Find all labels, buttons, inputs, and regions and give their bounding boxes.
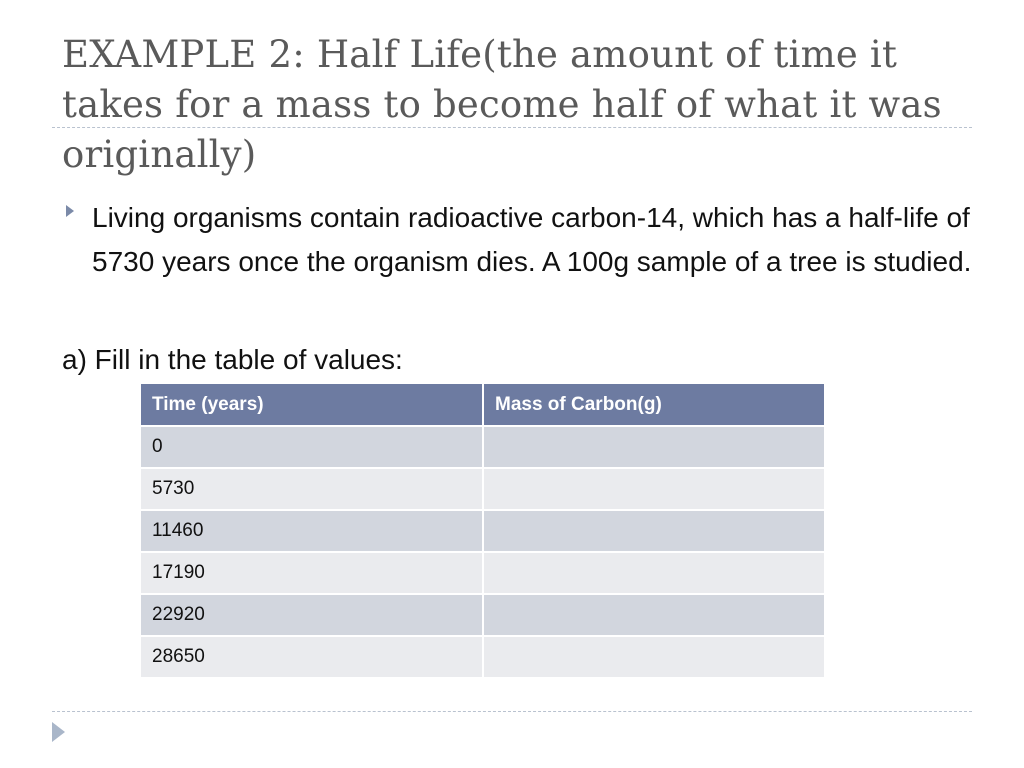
mass-cell[interactable] <box>483 468 824 510</box>
table-header-row <box>141 384 824 426</box>
problem-statement: Living organisms contain radioactive carbon-14, which has a half-life of 5730 years once the organism dies. A 100g sample of a tree is studied. <box>92 202 972 277</box>
slide-title: EXAMPLE 2: Half Life(the amount of time it takes for a mass to become half of what it was originally) <box>62 33 942 176</box>
table-row <box>141 426 824 468</box>
mass-cell[interactable] <box>483 510 824 552</box>
mass-cell[interactable] <box>483 426 824 468</box>
mass-cell[interactable] <box>483 594 824 636</box>
time-cell: 0 <box>141 426 483 468</box>
next-slide-arrow-icon[interactable] <box>52 722 65 742</box>
table-row <box>141 594 824 636</box>
title-divider <box>52 127 972 128</box>
mass-cell[interactable] <box>483 636 824 677</box>
table-row <box>141 552 824 594</box>
time-cell: 17190 <box>141 552 483 594</box>
table-row <box>141 510 824 552</box>
mass-cell[interactable] <box>483 552 824 594</box>
values-table <box>141 384 824 677</box>
header-mass: Mass of Carbon(g) <box>483 384 824 426</box>
table-prompt: a) Fill in the table of values: <box>62 344 403 375</box>
time-cell: 11460 <box>141 510 483 552</box>
time-cell: 28650 <box>141 636 483 677</box>
table-row <box>141 636 824 677</box>
time-cell: 5730 <box>141 468 483 510</box>
header-time: Time (years) <box>141 384 483 426</box>
triangle-bullet-icon <box>66 205 74 217</box>
footer-divider <box>52 711 972 712</box>
table-row <box>141 468 824 510</box>
time-cell: 22920 <box>141 594 483 636</box>
